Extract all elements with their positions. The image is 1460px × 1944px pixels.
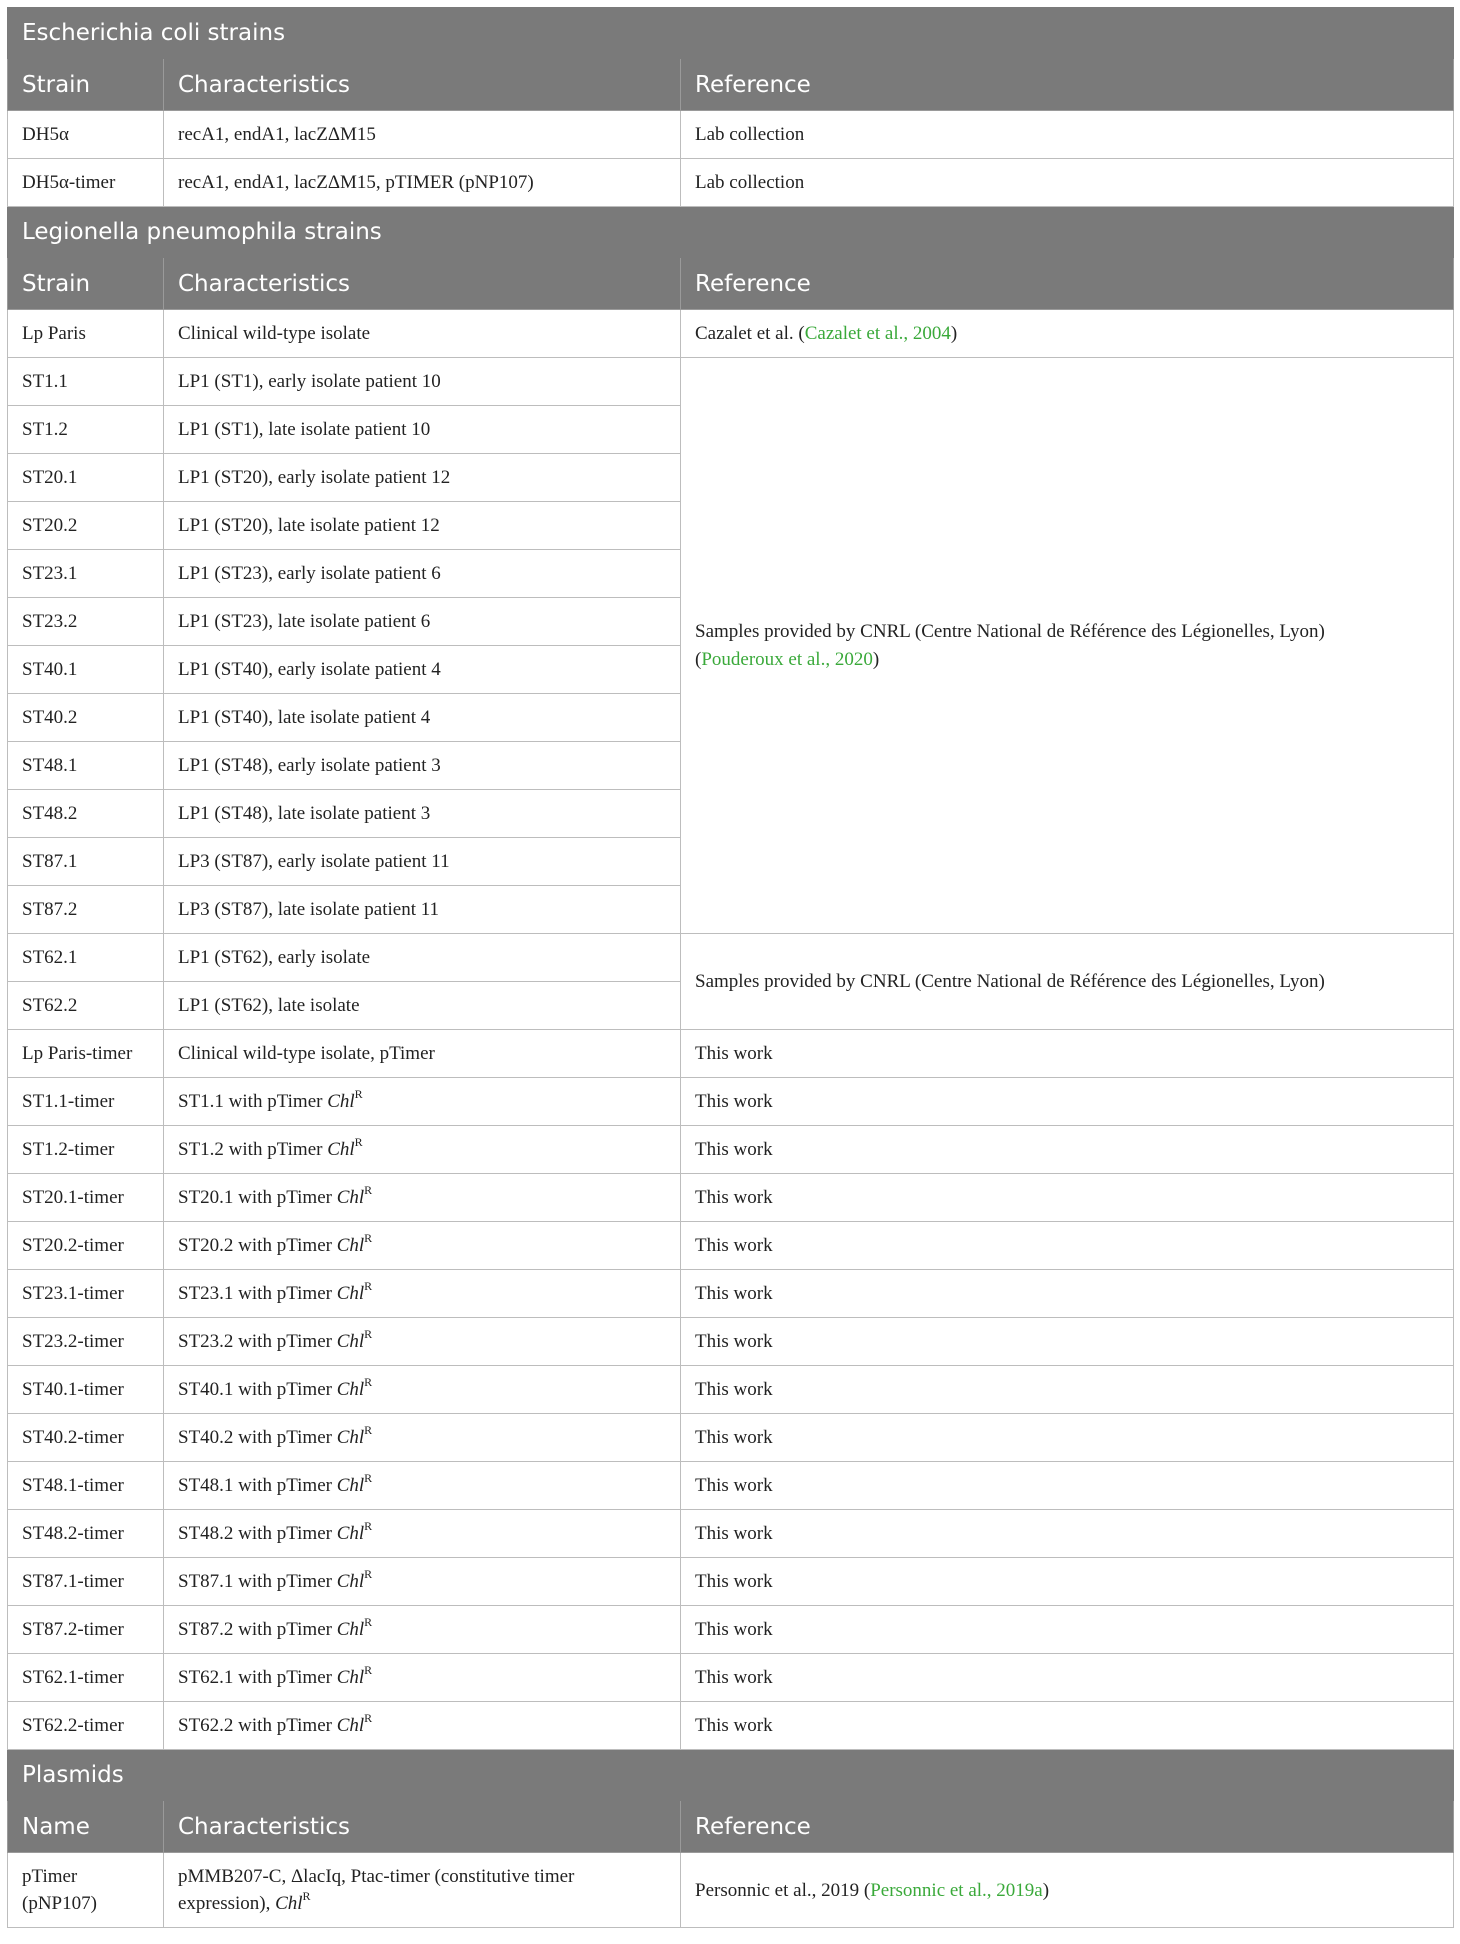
reference-cell: Lab collection [681, 159, 1454, 207]
strain-cell: DH5α [8, 111, 164, 159]
strain-cell: ST20.2-timer [8, 1222, 164, 1270]
col-header-reference: Reference [681, 59, 1454, 111]
strain-cell: DH5α-timer [8, 159, 164, 207]
table-row [8, 1078, 1454, 1126]
resistance-marker: Chl [336, 1714, 365, 1736]
resistance-marker: Chl [336, 1522, 365, 1544]
table-row [8, 1853, 1454, 1928]
characteristics-cell [164, 1366, 681, 1414]
resistance-superscript: R [364, 1230, 373, 1245]
col-header-characteristics: Characteristics [164, 1801, 681, 1853]
col-header-name: Name [8, 1801, 164, 1853]
characteristics-text: ST62.1 with pTimer [178, 1666, 337, 1688]
col-header-reference: Reference [681, 1801, 1454, 1853]
characteristics-cell: LP3 (ST87), early isolate patient 11 [164, 838, 681, 886]
characteristics-cell: Clinical wild-type isolate [164, 310, 681, 358]
strain-cell: ST62.1 [8, 934, 164, 982]
strain-cell: ST87.1 [8, 838, 164, 886]
resistance-marker: Chl [327, 1090, 355, 1112]
header-row-ecoli [8, 59, 1454, 111]
characteristics-text: ST40.1 with pTimer [178, 1378, 337, 1400]
resistance-marker: Chl [336, 1330, 365, 1352]
strains-table-container [7, 7, 1453, 1928]
table-row [8, 1318, 1454, 1366]
resistance-superscript: R [364, 1566, 373, 1581]
characteristics-cell [164, 1654, 681, 1702]
table-body [8, 8, 1454, 1928]
characteristics-cell [164, 1853, 681, 1928]
reference-close: ) [872, 648, 880, 670]
resistance-superscript: R [302, 1889, 311, 1903]
resistance-superscript: R [364, 1182, 373, 1197]
strain-cell: ST1.1 [8, 358, 164, 406]
resistance-marker: Chl [336, 1426, 365, 1448]
strain-cell: ST48.2-timer [8, 1510, 164, 1558]
strain-cell: ST20.1 [8, 454, 164, 502]
strain-cell: ST23.1-timer [8, 1270, 164, 1318]
strain-cell: ST62.2-timer [8, 1702, 164, 1750]
col-header-strain: Strain [8, 59, 164, 111]
table-row [8, 1174, 1454, 1222]
resistance-marker: Chl [336, 1282, 365, 1304]
reference-cell: This work [681, 1318, 1454, 1366]
characteristics-text: ST23.2 with pTimer [178, 1330, 337, 1352]
reference-cell: This work [681, 1174, 1454, 1222]
characteristics-cell: recA1, endA1, lacZΔM15, pTIMER (pNP107) [164, 159, 681, 207]
resistance-superscript: R [364, 1422, 373, 1437]
reference-cell: This work [681, 1606, 1454, 1654]
section-title-ecoli: Escherichia coli strains [8, 8, 1454, 59]
table-row [8, 111, 1454, 159]
reference-text: Cazalet et al. ( [695, 322, 805, 344]
strain-cell: ST48.1 [8, 742, 164, 790]
strains-table [7, 7, 1454, 1928]
characteristics-cell: LP1 (ST20), early isolate patient 12 [164, 454, 681, 502]
characteristics-text: ST1.1 with pTimer [178, 1090, 328, 1112]
strain-cell: ST23.1 [8, 550, 164, 598]
resistance-superscript: R [364, 1710, 373, 1725]
strain-cell: ST23.2 [8, 598, 164, 646]
characteristics-text: ST62.2 with pTimer [178, 1714, 337, 1736]
strain-cell: ST1.1-timer [8, 1078, 164, 1126]
reference-cell: This work [681, 1366, 1454, 1414]
table-row [8, 1462, 1454, 1510]
characteristics-cell: LP3 (ST87), late isolate patient 11 [164, 886, 681, 934]
characteristics-cell: Clinical wild-type isolate, pTimer [164, 1030, 681, 1078]
characteristics-cell: LP1 (ST62), early isolate [164, 934, 681, 982]
header-row-legionella [8, 258, 1454, 310]
citation-link[interactable]: Pouderoux et al., 2020 [701, 648, 873, 670]
col-header-characteristics: Characteristics [164, 59, 681, 111]
characteristics-cell: LP1 (ST40), early isolate patient 4 [164, 646, 681, 694]
resistance-marker: Chl [336, 1474, 365, 1496]
characteristics-text: pMMB207-C, ΔlacIq, Ptac-timer (constitutive timer expression), [178, 1866, 575, 1914]
characteristics-cell [164, 1126, 681, 1174]
resistance-superscript: R [364, 1662, 373, 1677]
resistance-marker: Chl [336, 1666, 365, 1688]
strain-cell: ST20.2 [8, 502, 164, 550]
table-row [8, 1270, 1454, 1318]
resistance-marker: Chl [336, 1618, 365, 1640]
citation-link[interactable]: Cazalet et al., 2004 [804, 322, 951, 344]
resistance-superscript: R [364, 1326, 373, 1341]
table-row [8, 310, 1454, 358]
resistance-marker: Chl [327, 1138, 355, 1160]
resistance-marker: Chl [275, 1893, 303, 1914]
resistance-superscript: R [354, 1134, 363, 1149]
reference-cell: This work [681, 1414, 1454, 1462]
strain-cell: ST62.1-timer [8, 1654, 164, 1702]
reference-cell-merged [681, 358, 1454, 934]
characteristics-cell: LP1 (ST40), late isolate patient 4 [164, 694, 681, 742]
characteristics-cell [164, 1222, 681, 1270]
reference-text: Samples provided by CNRL (Centre National de Référence des Légionelles, Lyon) [695, 620, 1325, 642]
table-row [8, 1030, 1454, 1078]
citation-link[interactable]: Personnic et al., 2019a [870, 1879, 1043, 1901]
reference-text: Personnic et al., 2019 ( [695, 1879, 871, 1901]
characteristics-cell [164, 1462, 681, 1510]
characteristics-cell: LP1 (ST62), late isolate [164, 982, 681, 1030]
reference-cell: This work [681, 1270, 1454, 1318]
characteristics-text: ST48.1 with pTimer [178, 1474, 337, 1496]
characteristics-cell [164, 1702, 681, 1750]
table-row [8, 1222, 1454, 1270]
col-header-reference: Reference [681, 258, 1454, 310]
strain-cell: Lp Paris-timer [8, 1030, 164, 1078]
strain-cell: ST23.2-timer [8, 1318, 164, 1366]
characteristics-text: ST87.1 with pTimer [178, 1570, 337, 1592]
table-row [8, 1606, 1454, 1654]
section-title-legionella: Legionella pneumophila strains [8, 207, 1454, 258]
resistance-superscript: R [364, 1614, 373, 1629]
characteristics-cell: LP1 (ST1), early isolate patient 10 [164, 358, 681, 406]
characteristics-cell [164, 1318, 681, 1366]
table-row [8, 1126, 1454, 1174]
characteristics-cell: LP1 (ST23), early isolate patient 6 [164, 550, 681, 598]
table-row [8, 159, 1454, 207]
table-row [8, 1414, 1454, 1462]
characteristics-cell [164, 1270, 681, 1318]
characteristics-text: ST1.2 with pTimer [178, 1138, 328, 1160]
reference-close: ) [1042, 1879, 1050, 1901]
strain-cell: ST87.2 [8, 886, 164, 934]
table-row [8, 934, 1454, 982]
resistance-marker: Chl [336, 1234, 365, 1256]
characteristics-text: ST20.2 with pTimer [178, 1234, 337, 1256]
strain-cell: ST62.2 [8, 982, 164, 1030]
table-row [8, 1510, 1454, 1558]
col-header-characteristics: Characteristics [164, 258, 681, 310]
characteristics-cell: LP1 (ST20), late isolate patient 12 [164, 502, 681, 550]
section-ecoli [8, 8, 1454, 59]
strain-cell: ST40.1 [8, 646, 164, 694]
strain-cell: ST48.2 [8, 790, 164, 838]
reference-cell: This work [681, 1558, 1454, 1606]
characteristics-cell: LP1 (ST23), late isolate patient 6 [164, 598, 681, 646]
strain-cell: ST1.2 [8, 406, 164, 454]
table-row [8, 1558, 1454, 1606]
reference-cell: This work [681, 1702, 1454, 1750]
resistance-marker: Chl [336, 1186, 365, 1208]
table-row [8, 358, 1454, 406]
reference-cell: This work [681, 1126, 1454, 1174]
strain-cell: ST40.1-timer [8, 1366, 164, 1414]
characteristics-text: ST87.2 with pTimer [178, 1618, 337, 1640]
resistance-marker: Chl [336, 1378, 365, 1400]
section-plasmids [8, 1750, 1454, 1801]
characteristics-cell [164, 1510, 681, 1558]
characteristics-cell [164, 1414, 681, 1462]
table-row [8, 1654, 1454, 1702]
strain-cell: ST87.2-timer [8, 1606, 164, 1654]
reference-close: ) [950, 322, 958, 344]
resistance-superscript: R [364, 1470, 373, 1485]
section-legionella [8, 207, 1454, 258]
characteristics-text: ST23.1 with pTimer [178, 1282, 337, 1304]
resistance-superscript: R [364, 1374, 373, 1389]
characteristics-cell [164, 1174, 681, 1222]
header-row-plasmids [8, 1801, 1454, 1853]
resistance-marker: Chl [336, 1570, 365, 1592]
reference-cell [681, 310, 1454, 358]
characteristics-text: ST20.1 with pTimer [178, 1186, 337, 1208]
strain-cell: ST40.2-timer [8, 1414, 164, 1462]
characteristics-cell: recA1, endA1, lacZΔM15 [164, 111, 681, 159]
reference-cell: This work [681, 1510, 1454, 1558]
characteristics-cell [164, 1558, 681, 1606]
strain-cell: ST48.1-timer [8, 1462, 164, 1510]
resistance-superscript: R [364, 1518, 373, 1533]
strain-cell: ST40.2 [8, 694, 164, 742]
table-row [8, 1702, 1454, 1750]
col-header-strain: Strain [8, 258, 164, 310]
table-row [8, 1366, 1454, 1414]
characteristics-cell: LP1 (ST48), early isolate patient 3 [164, 742, 681, 790]
resistance-superscript: R [364, 1278, 373, 1293]
strain-cell: ST20.1-timer [8, 1174, 164, 1222]
reference-cell: This work [681, 1462, 1454, 1510]
reference-cell: This work [681, 1030, 1454, 1078]
characteristics-cell: LP1 (ST48), late isolate patient 3 [164, 790, 681, 838]
plasmid-name-cell: pTimer (pNP107) [8, 1853, 164, 1928]
reference-cell: This work [681, 1078, 1454, 1126]
characteristics-cell [164, 1078, 681, 1126]
reference-cell: This work [681, 1222, 1454, 1270]
reference-cell [681, 1853, 1454, 1928]
reference-cell: Lab collection [681, 111, 1454, 159]
reference-open: ( [695, 648, 702, 670]
strain-cell: ST87.1-timer [8, 1558, 164, 1606]
characteristics-cell: LP1 (ST1), late isolate patient 10 [164, 406, 681, 454]
characteristics-cell [164, 1606, 681, 1654]
reference-cell: This work [681, 1654, 1454, 1702]
strain-cell: Lp Paris [8, 310, 164, 358]
characteristics-text: ST40.2 with pTimer [178, 1426, 337, 1448]
reference-cell-merged: Samples provided by CNRL (Centre National de Référence des Légionelles, Lyon) [681, 934, 1454, 1030]
strain-cell: ST1.2-timer [8, 1126, 164, 1174]
characteristics-text: ST48.2 with pTimer [178, 1522, 337, 1544]
section-title-plasmids: Plasmids [8, 1750, 1454, 1801]
resistance-superscript: R [354, 1086, 363, 1101]
